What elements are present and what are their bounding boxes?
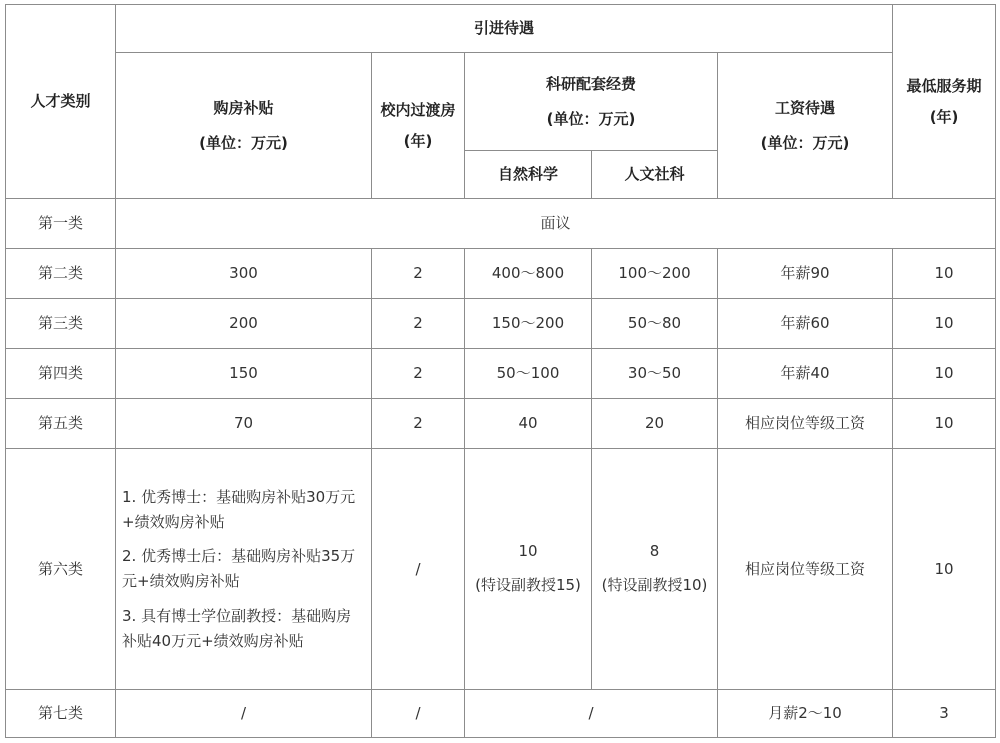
service-cell: 10 <box>893 349 996 399</box>
category-cell: 第四类 <box>6 349 116 399</box>
humanities-cell: 20 <box>592 399 718 449</box>
header-housing-subsidy: 购房补贴 (单位：万元) <box>116 53 372 199</box>
service-cell: 10 <box>893 249 996 299</box>
header-research-funding: 科研配套经费 (单位：万元) <box>465 53 718 151</box>
natural-science-cell: 50～100 <box>465 349 592 399</box>
header-min-service: 最低服务期 (年) <box>893 5 996 199</box>
natural-science-cell: 10 (特设副教授15) <box>465 449 592 690</box>
category-cell: 第三类 <box>6 299 116 349</box>
table-row <box>6 349 996 399</box>
humanities-cell: 8 (特设副教授10) <box>592 449 718 690</box>
transition-cell: 2 <box>372 249 465 299</box>
header-salary: 工资待遇 (单位：万元) <box>718 53 893 199</box>
header-humanities-social: 人文社科 <box>592 151 718 199</box>
transition-cell: 2 <box>372 399 465 449</box>
housing-cell: / <box>116 690 372 738</box>
transition-cell: / <box>372 449 465 690</box>
category-cell: 第一类 <box>6 199 116 249</box>
salary-cell: 相应岗位等级工资 <box>718 399 893 449</box>
research-funding-cell: / <box>465 690 718 738</box>
talent-benefits-table <box>5 4 996 738</box>
transition-cell: 2 <box>372 349 465 399</box>
table-row <box>6 399 996 449</box>
salary-cell: 月薪2～10 <box>718 690 893 738</box>
salary-cell: 年薪40 <box>718 349 893 399</box>
salary-cell: 年薪60 <box>718 299 893 349</box>
housing-cell: 70 <box>116 399 372 449</box>
housing-cell: 300 <box>116 249 372 299</box>
service-cell: 10 <box>893 299 996 349</box>
housing-items-cell <box>116 449 372 690</box>
table-row <box>6 299 996 349</box>
table-row <box>6 199 996 249</box>
header-introduction-benefits: 引进待遇 <box>116 5 893 53</box>
housing-item: 3. 具有博士学位副教授：基础购房补贴40万元+绩效购房补贴 <box>122 606 352 650</box>
humanities-cell: 100～200 <box>592 249 718 299</box>
natural-science-cell: 150～200 <box>465 299 592 349</box>
service-cell: 10 <box>893 399 996 449</box>
header-talent-category: 人才类别 <box>6 5 116 199</box>
table-row <box>6 690 996 738</box>
housing-item: 1. 优秀博士：基础购房补贴30万元+绩效购房补贴 <box>122 487 356 531</box>
table-row <box>6 449 996 690</box>
negotiable-cell: 面议 <box>116 199 996 249</box>
humanities-cell: 30～50 <box>592 349 718 399</box>
housing-item: 2. 优秀博士后：基础购房补贴35万元+绩效购房补贴 <box>122 547 356 590</box>
natural-science-cell: 400～800 <box>465 249 592 299</box>
natural-science-cell: 40 <box>465 399 592 449</box>
humanities-cell: 50～80 <box>592 299 718 349</box>
housing-cell: 200 <box>116 299 372 349</box>
category-cell: 第六类 <box>6 449 116 690</box>
table-row <box>6 249 996 299</box>
salary-cell: 年薪90 <box>718 249 893 299</box>
category-cell: 第五类 <box>6 399 116 449</box>
service-cell: 10 <box>893 449 996 690</box>
service-cell: 3 <box>893 690 996 738</box>
transition-cell: / <box>372 690 465 738</box>
category-cell: 第二类 <box>6 249 116 299</box>
category-cell: 第七类 <box>6 690 116 738</box>
header-transition-housing: 校内过渡房 (年) <box>372 53 465 199</box>
salary-cell: 相应岗位等级工资 <box>718 449 893 690</box>
transition-cell: 2 <box>372 299 465 349</box>
header-natural-science: 自然科学 <box>465 151 592 199</box>
housing-cell: 150 <box>116 349 372 399</box>
